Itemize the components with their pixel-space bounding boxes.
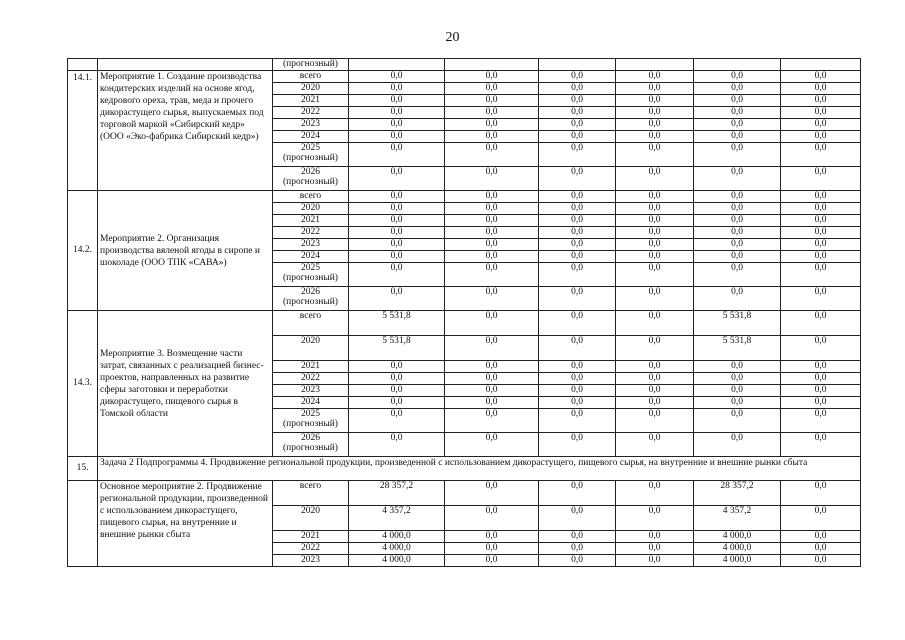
- value-cell: 0,0: [616, 506, 694, 531]
- value-cell: 0,0: [445, 107, 539, 119]
- value-cell: 0,0: [349, 409, 445, 433]
- value-cell: 0,0: [445, 71, 539, 83]
- value-cell: 0,0: [445, 83, 539, 95]
- value-cell: 0,0: [445, 531, 539, 543]
- year-cell: (прогнозный): [273, 59, 349, 71]
- value-cell: 0,0: [349, 239, 445, 251]
- year-cell: 2020: [273, 83, 349, 95]
- value-cell: 0,0: [781, 481, 861, 506]
- value-cell: 0,0: [539, 131, 616, 143]
- value-cell: 0,0: [694, 227, 781, 239]
- value-cell: 0,0: [694, 107, 781, 119]
- value-cell: 4 000,0: [694, 543, 781, 555]
- value-cell: 0,0: [539, 373, 616, 385]
- value-cell: 0,0: [781, 385, 861, 397]
- page-number: 20: [445, 30, 460, 45]
- value-cell: 0,0: [781, 107, 861, 119]
- value-cell: 0,0: [694, 167, 781, 191]
- value-cell: 0,0: [781, 95, 861, 107]
- value-cell: 0,0: [445, 263, 539, 287]
- cell-empty: [68, 59, 98, 71]
- year-cell: 2026 (прогнозный): [273, 287, 349, 311]
- activity-description: Мероприятие 2. Организация производства вяленой ягоды в сиропе и шоколаде (ООО ТПК «САВА»): [98, 191, 273, 311]
- value-cell: 0,0: [781, 336, 861, 361]
- year-cell: 2023: [273, 239, 349, 251]
- value-cell: 0,0: [349, 131, 445, 143]
- value-cell: 0,0: [445, 543, 539, 555]
- table-row: [68, 481, 861, 506]
- value-cell: 4 000,0: [694, 555, 781, 567]
- year-cell: 2021: [273, 361, 349, 373]
- value-cell: 0,0: [349, 167, 445, 191]
- value-cell: 0,0: [349, 373, 445, 385]
- year-cell: 2022: [273, 227, 349, 239]
- value-cell: 0,0: [616, 555, 694, 567]
- value-cell: 0,0: [694, 263, 781, 287]
- value-cell: 5 531,8: [349, 311, 445, 336]
- value-cell: 4 357,2: [349, 506, 445, 531]
- year-cell: 2020: [273, 336, 349, 361]
- year-cell: 2024: [273, 397, 349, 409]
- value-cell: 0,0: [445, 287, 539, 311]
- value-cell: 0,0: [539, 227, 616, 239]
- year-cell: 2021: [273, 531, 349, 543]
- year-cell: 2022: [273, 373, 349, 385]
- value-cell: 0,0: [694, 433, 781, 457]
- value-cell: 0,0: [539, 481, 616, 506]
- value-cell: 0,0: [694, 385, 781, 397]
- row-number: 15.: [68, 457, 98, 481]
- value-cell: 0,0: [616, 191, 694, 203]
- value-cell: 0,0: [616, 203, 694, 215]
- value-cell: 0,0: [349, 227, 445, 239]
- value-cell: 0,0: [616, 361, 694, 373]
- value-cell: 0,0: [616, 71, 694, 83]
- value-cell: 0,0: [781, 543, 861, 555]
- value-cell: 0,0: [616, 397, 694, 409]
- value-cell: 0,0: [694, 191, 781, 203]
- row-number: [68, 481, 98, 567]
- value-cell: 4 000,0: [349, 531, 445, 543]
- value-cell: 0,0: [445, 251, 539, 263]
- value-cell: 5 531,8: [694, 311, 781, 336]
- value-cell: 0,0: [694, 397, 781, 409]
- value-cell: 0,0: [781, 167, 861, 191]
- task-title: Задача 2 Подпрограммы 4. Продвижение региональной продукции, произведенной с использованием дикорастущего, пищевого сырья, на внутренние и внешние рынки сбыта: [98, 457, 861, 481]
- value-cell: 0,0: [445, 481, 539, 506]
- value-cell: 4 000,0: [349, 543, 445, 555]
- value-cell: 0,0: [539, 191, 616, 203]
- value-cell: 0,0: [445, 385, 539, 397]
- cell-empty: [349, 59, 445, 71]
- cell-empty: [445, 59, 539, 71]
- value-cell: 0,0: [445, 191, 539, 203]
- value-cell: 0,0: [694, 203, 781, 215]
- value-cell: 0,0: [445, 373, 539, 385]
- value-cell: 0,0: [349, 251, 445, 263]
- value-cell: 0,0: [539, 555, 616, 567]
- value-cell: 0,0: [539, 203, 616, 215]
- value-cell: 0,0: [781, 131, 861, 143]
- value-cell: 0,0: [694, 71, 781, 83]
- table-row: [68, 59, 861, 71]
- year-cell: 2026 (прогнозный): [273, 167, 349, 191]
- value-cell: 0,0: [349, 433, 445, 457]
- value-cell: 0,0: [616, 215, 694, 227]
- value-cell: 5 531,8: [694, 336, 781, 361]
- value-cell: 0,0: [445, 433, 539, 457]
- value-cell: 0,0: [539, 409, 616, 433]
- value-cell: 0,0: [616, 227, 694, 239]
- value-cell: 0,0: [616, 251, 694, 263]
- value-cell: 0,0: [539, 433, 616, 457]
- value-cell: 0,0: [694, 287, 781, 311]
- table-row: [68, 191, 861, 203]
- value-cell: 0,0: [349, 385, 445, 397]
- value-cell: 28 357,2: [694, 481, 781, 506]
- value-cell: 0,0: [539, 531, 616, 543]
- year-cell: 2021: [273, 215, 349, 227]
- value-cell: 0,0: [616, 311, 694, 336]
- value-cell: 0,0: [349, 71, 445, 83]
- value-cell: 0,0: [781, 71, 861, 83]
- year-cell: 2026 (прогнозный): [273, 433, 349, 457]
- value-cell: 0,0: [539, 506, 616, 531]
- value-cell: 0,0: [539, 119, 616, 131]
- value-cell: 0,0: [349, 361, 445, 373]
- cell-empty: [98, 59, 273, 71]
- year-cell: 2024: [273, 251, 349, 263]
- row-number: 14.2.: [68, 191, 98, 311]
- value-cell: 0,0: [539, 287, 616, 311]
- value-cell: 0,0: [781, 555, 861, 567]
- value-cell: 0,0: [616, 433, 694, 457]
- value-cell: 0,0: [445, 95, 539, 107]
- value-cell: 0,0: [539, 251, 616, 263]
- value-cell: 0,0: [781, 239, 861, 251]
- value-cell: 0,0: [349, 203, 445, 215]
- value-cell: 0,0: [539, 543, 616, 555]
- value-cell: 0,0: [349, 143, 445, 167]
- value-cell: 0,0: [616, 119, 694, 131]
- value-cell: 0,0: [616, 385, 694, 397]
- value-cell: 0,0: [349, 191, 445, 203]
- value-cell: 0,0: [781, 263, 861, 287]
- value-cell: 0,0: [781, 311, 861, 336]
- value-cell: 0,0: [539, 83, 616, 95]
- year-cell: 2023: [273, 119, 349, 131]
- value-cell: 0,0: [445, 131, 539, 143]
- value-cell: 0,0: [445, 409, 539, 433]
- value-cell: 0,0: [539, 311, 616, 336]
- activity-description: Мероприятие 3. Возмещение части затрат, связанных с реализацией бизнес-проектов, направленных на развитие сферы заготовки и переработки дикорастущего, пищевого сырья в Томской области: [98, 311, 273, 457]
- value-cell: 0,0: [445, 361, 539, 373]
- value-cell: 0,0: [694, 143, 781, 167]
- value-cell: 4 000,0: [349, 555, 445, 567]
- value-cell: 0,0: [781, 287, 861, 311]
- value-cell: 0,0: [694, 361, 781, 373]
- value-cell: 0,0: [539, 361, 616, 373]
- year-cell: 2025 (прогнозный): [273, 143, 349, 167]
- year-cell: 2021: [273, 95, 349, 107]
- value-cell: 0,0: [539, 397, 616, 409]
- value-cell: 0,0: [781, 506, 861, 531]
- year-cell: 2022: [273, 543, 349, 555]
- table-body: [68, 59, 861, 567]
- value-cell: 0,0: [616, 131, 694, 143]
- value-cell: 0,0: [781, 397, 861, 409]
- value-cell: 0,0: [445, 555, 539, 567]
- value-cell: 0,0: [616, 481, 694, 506]
- value-cell: 0,0: [694, 239, 781, 251]
- activity-description: Основное мероприятие 2. Продвижение региональной продукции, произведенной с использованием дикорастущего, пищевого сырья, на внутренние и внешние рынки сбыта: [98, 481, 273, 567]
- value-cell: 0,0: [445, 239, 539, 251]
- value-cell: 28 357,2: [349, 481, 445, 506]
- value-cell: 0,0: [349, 287, 445, 311]
- value-cell: 0,0: [781, 227, 861, 239]
- value-cell: 0,0: [616, 263, 694, 287]
- task-row: [68, 457, 861, 481]
- value-cell: 0,0: [349, 263, 445, 287]
- value-cell: 0,0: [781, 203, 861, 215]
- budget-table: [67, 58, 861, 567]
- value-cell: 0,0: [781, 83, 861, 95]
- value-cell: 4 357,2: [694, 506, 781, 531]
- value-cell: 0,0: [445, 167, 539, 191]
- value-cell: 0,0: [445, 215, 539, 227]
- value-cell: 0,0: [349, 107, 445, 119]
- cell-empty: [616, 59, 694, 71]
- activity-description: Мероприятие 1. Создание производства кондитерских изделий на основе ягод, кедрового ореха, трав, меда и прочего дикорастущего сырья, выпускаемых под торговой маркой «Сибирский кедр» (ООО «Эко-фабрика Сибирский кедр»): [98, 71, 273, 191]
- value-cell: 0,0: [445, 336, 539, 361]
- value-cell: 0,0: [349, 95, 445, 107]
- value-cell: 0,0: [445, 227, 539, 239]
- table-row: [68, 71, 861, 83]
- year-cell: 2023: [273, 385, 349, 397]
- value-cell: 0,0: [616, 83, 694, 95]
- value-cell: 0,0: [616, 239, 694, 251]
- value-cell: 0,0: [616, 167, 694, 191]
- cell-empty: [539, 59, 616, 71]
- value-cell: 0,0: [445, 143, 539, 167]
- value-cell: 0,0: [539, 263, 616, 287]
- value-cell: 0,0: [781, 191, 861, 203]
- value-cell: 0,0: [349, 215, 445, 227]
- year-cell: 2022: [273, 107, 349, 119]
- value-cell: 0,0: [781, 373, 861, 385]
- value-cell: 0,0: [781, 531, 861, 543]
- value-cell: 0,0: [781, 433, 861, 457]
- value-cell: 0,0: [616, 143, 694, 167]
- year-cell: всего: [273, 191, 349, 203]
- year-cell: 2025 (прогнозный): [273, 263, 349, 287]
- value-cell: 0,0: [616, 107, 694, 119]
- value-cell: 0,0: [616, 543, 694, 555]
- value-cell: 0,0: [539, 167, 616, 191]
- value-cell: 0,0: [616, 287, 694, 311]
- value-cell: 0,0: [445, 506, 539, 531]
- value-cell: 0,0: [539, 71, 616, 83]
- value-cell: 0,0: [616, 531, 694, 543]
- value-cell: 0,0: [694, 119, 781, 131]
- value-cell: 0,0: [616, 95, 694, 107]
- value-cell: 0,0: [694, 131, 781, 143]
- value-cell: 0,0: [539, 336, 616, 361]
- value-cell: 0,0: [694, 215, 781, 227]
- year-cell: 2024: [273, 131, 349, 143]
- value-cell: 0,0: [445, 203, 539, 215]
- year-cell: 2023: [273, 555, 349, 567]
- value-cell: 0,0: [349, 83, 445, 95]
- row-number: 14.3.: [68, 311, 98, 457]
- cell-empty: [781, 59, 861, 71]
- value-cell: 0,0: [445, 311, 539, 336]
- value-cell: 0,0: [445, 119, 539, 131]
- value-cell: 0,0: [616, 409, 694, 433]
- year-cell: 2020: [273, 506, 349, 531]
- value-cell: 0,0: [539, 95, 616, 107]
- value-cell: 0,0: [781, 143, 861, 167]
- year-cell: всего: [273, 71, 349, 83]
- value-cell: 0,0: [539, 107, 616, 119]
- value-cell: 4 000,0: [694, 531, 781, 543]
- value-cell: 0,0: [349, 119, 445, 131]
- value-cell: 0,0: [694, 251, 781, 263]
- cell-empty: [694, 59, 781, 71]
- value-cell: 0,0: [781, 215, 861, 227]
- value-cell: 0,0: [694, 95, 781, 107]
- row-number: 14.1.: [68, 71, 98, 191]
- year-cell: 2025 (прогнозный): [273, 409, 349, 433]
- value-cell: 0,0: [539, 143, 616, 167]
- table-row: [68, 311, 861, 336]
- value-cell: 0,0: [616, 373, 694, 385]
- year-cell: 2020: [273, 203, 349, 215]
- value-cell: 0,0: [349, 397, 445, 409]
- value-cell: 0,0: [539, 215, 616, 227]
- value-cell: 0,0: [781, 361, 861, 373]
- value-cell: 0,0: [694, 83, 781, 95]
- value-cell: 0,0: [539, 239, 616, 251]
- value-cell: 0,0: [616, 336, 694, 361]
- value-cell: 0,0: [694, 373, 781, 385]
- value-cell: 0,0: [694, 409, 781, 433]
- year-cell: всего: [273, 481, 349, 506]
- value-cell: 0,0: [445, 397, 539, 409]
- value-cell: 5 531,8: [349, 336, 445, 361]
- value-cell: 0,0: [781, 119, 861, 131]
- year-cell: всего: [273, 311, 349, 336]
- value-cell: 0,0: [781, 251, 861, 263]
- value-cell: 0,0: [781, 409, 861, 433]
- value-cell: 0,0: [539, 385, 616, 397]
